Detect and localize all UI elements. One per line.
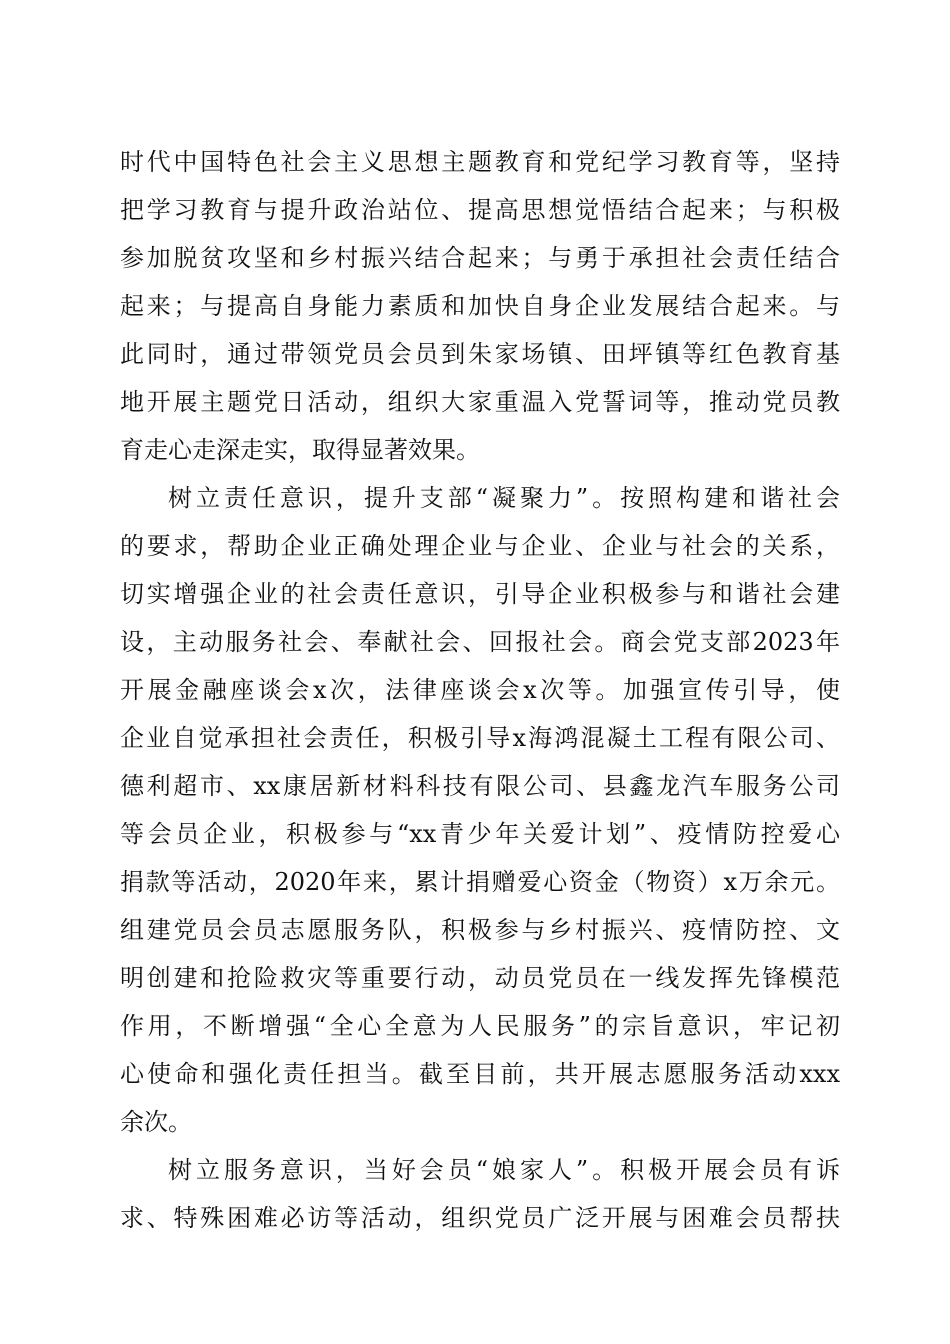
text-line: 等会员企业，积极参与“xx青少年关爱计划”、疫情防控爱心 xyxy=(120,820,840,848)
text-line: 树立服务意识，当好会员“娘家人”。积极开展会员有诉 xyxy=(168,1156,840,1184)
text-line: 此同时，通过带领党员会员到朱家场镇、田坪镇等红色教育基 xyxy=(120,340,840,368)
text-line: 参加脱贫攻坚和乡村振兴结合起来；与勇于承担社会责任结合 xyxy=(120,244,840,272)
body-text xyxy=(120,138,840,1242)
text-line: 作用，不断增强“全心全意为人民服务”的宗旨意识，牢记初 xyxy=(120,1012,840,1040)
paragraph-2 xyxy=(120,474,840,1146)
text-line: 把学习教育与提升政治站位、提高思想觉悟结合起来；与积极 xyxy=(120,196,840,224)
text-line: 企业自觉承担社会责任，积极引导x海鸿混凝土工程有限公司、 xyxy=(120,724,840,752)
text-line: 起来；与提高自身能力素质和加快自身企业发展结合起来。与 xyxy=(120,292,840,320)
text-line: 的要求，帮助企业正确处理企业与企业、企业与社会的关系， xyxy=(120,532,840,560)
text-line: 切实增强企业的社会责任意识，引导企业积极参与和谐社会建 xyxy=(120,580,840,608)
text-line: 余次。 xyxy=(120,1108,192,1136)
text-line: 明创建和抢险救灾等重要行动，动员党员在一线发挥先锋模范 xyxy=(120,964,840,992)
paragraph-1 xyxy=(120,138,840,474)
text-line: 组建党员会员志愿服务队，积极参与乡村振兴、疫情防控、文 xyxy=(120,916,840,944)
text-line: 设，主动服务社会、奉献社会、回报社会。商会党支部2023年 xyxy=(120,628,840,656)
text-line: 时代中国特色社会主义思想主题教育和党纪学习教育等，坚持 xyxy=(120,148,840,176)
text-line: 捐款等活动，2020年来，累计捐赠爱心资金（物资）x万余元。 xyxy=(120,868,840,896)
text-line: 地开展主题党日活动，组织大家重温入党誓词等，推动党员教 xyxy=(120,388,840,416)
text-line: 德利超市、xx康居新材料科技有限公司、县鑫龙汽车服务公司 xyxy=(120,772,840,800)
text-line: 树立责任意识，提升支部“凝聚力”。按照构建和谐社会 xyxy=(168,484,840,512)
text-line: 求、特殊困难必访等活动，组织党员广泛开展与困难会员帮扶 xyxy=(120,1204,840,1232)
paragraph-3 xyxy=(120,1146,840,1242)
text-line: 育走心走深走实，取得显著效果。 xyxy=(120,436,480,464)
text-line: 心使命和强化责任担当。截至目前，共开展志愿服务活动xxx xyxy=(120,1060,840,1088)
text-line: 开展金融座谈会x次，法律座谈会x次等。加强宣传引导，使 xyxy=(120,676,840,704)
